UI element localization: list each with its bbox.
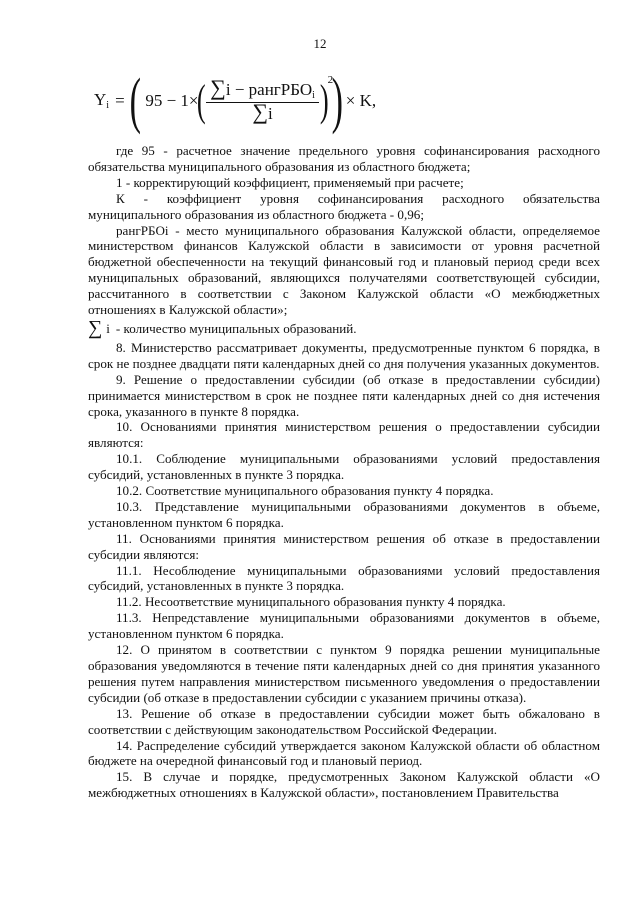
inner-open-paren: ( (196, 76, 206, 125)
formula-fraction: $\frac{\text{∑i − рангРБОi}}{\sum i}$ (206, 80, 319, 122)
document-body (88, 143, 600, 801)
paragraph-11-2: 11.2. Несоответствие муниципального образования пункту 4 порядка. (116, 594, 506, 610)
paragraph-12: 12. О принятом в соответствии с пунктом 9 порядка решении муниципальные образования уведомляются в течение пяти календарных дней со дня принятия указанного решения путем направления министерством письменного уведомления о предоставлении субсидии (об отказе в предоставлении субсидии с указанием причины отказа). (88, 642, 600, 705)
formula-lhs: Yi (94, 89, 110, 111)
definition-1: 1 - корректирующий коэффициент, применяемый при расчете; (116, 174, 464, 190)
sigma-symbol: ∑ (88, 316, 103, 339)
formula-const: 95 − 1× (145, 91, 199, 111)
paragraph-10: 10. Основаниями принятия министерством решения о предоставлении субсидии являются: (88, 419, 600, 451)
definition-k: К - коэффициент уровня софинансирования расходного обязательства муниципального образования из областного бюджета - 0,96; (88, 190, 600, 222)
sigma-symbol: ∑ (210, 75, 226, 101)
paragraph-8: 8. Министерство рассматривает документы, предусмотренные пунктом 6 порядка, в срок не позднее двадцати пяти календарных дней со дня получения указанных документов. (88, 339, 600, 371)
close-paren: ) (331, 67, 344, 135)
formula-tail: × K, (345, 91, 377, 111)
paragraph-11: 11. Основаниями принятия министерством решения об отказе в предоставлении субсидии являются: (88, 530, 600, 562)
paragraph-15: 15. В случае и порядке, предусмотренных Законом Калужской области «О межбюджетных отношениях в Калужской области», постановлением Правительства (88, 769, 600, 801)
paragraph-10-1: 10.1. Соблюдение муниципальными образованиями условий предоставления субсидий, установленных в пункте 3 порядка. (88, 451, 600, 483)
definition-95: где 95 - расчетное значение предельного уровня софинансирования расходного обязательства муниципального образования из областного бюджета; (88, 143, 600, 174)
formula-equals: = (115, 91, 125, 111)
paragraph-11-1: 11.1. Несоблюдение муниципальными образованиями условий предоставления субсидий, установленных в пункте 3 порядка. (88, 562, 600, 594)
formula (94, 66, 376, 136)
paragraph-14: 14. Распределение субсидий утверждается законом Калужской области об областном бюджете на очередной финансовый год и плановый период. (88, 737, 600, 769)
inner-close-paren: ) (319, 76, 329, 125)
definition-sum: ∑ i - количество муниципальных образований. (88, 316, 357, 339)
definition-rank: рангРБОі - место муниципального образования Калужской области, определяемое министерством финансов Калужской области в зависимости от уровня расчетной бюджетной обеспеченности на текущий финансовый год и плановый период среди всех муниципальных образований, являющихся получателями соответствующей субсидии, рассчитанного в соответствии с Законом Калужской области «О межбюджетных отношениях в Калужской области»; (88, 222, 600, 318)
paragraph-9: 9. Решение о предоставлении субсидии (об отказе в предоставлении субсидии) принимается министерством в срок не позднее пяти календарных дней со дня истечения срока, указанного в пункте 8 порядка. (88, 371, 600, 419)
paragraph-13: 13. Решение об отказе в предоставлении субсидии может быть обжаловано в соответствии с действующим законодательством Российской Федерации. (88, 705, 600, 737)
paragraph-10-2: 10.2. Соответствие муниципального образования пункту 4 порядка. (116, 483, 494, 499)
formula-exponent: 2 (327, 74, 334, 87)
open-paren: ( (129, 67, 141, 135)
page-number: 12 (313, 36, 327, 51)
paragraph-11-3: 11.3. Непредставление муниципальными образованиями документов в объеме, установленном пунктом 6 порядка. (88, 610, 600, 642)
paragraph-10-3: 10.3. Представление муниципальными образованиями документов в объеме, установленном пунктом 6 порядка. (88, 498, 600, 530)
